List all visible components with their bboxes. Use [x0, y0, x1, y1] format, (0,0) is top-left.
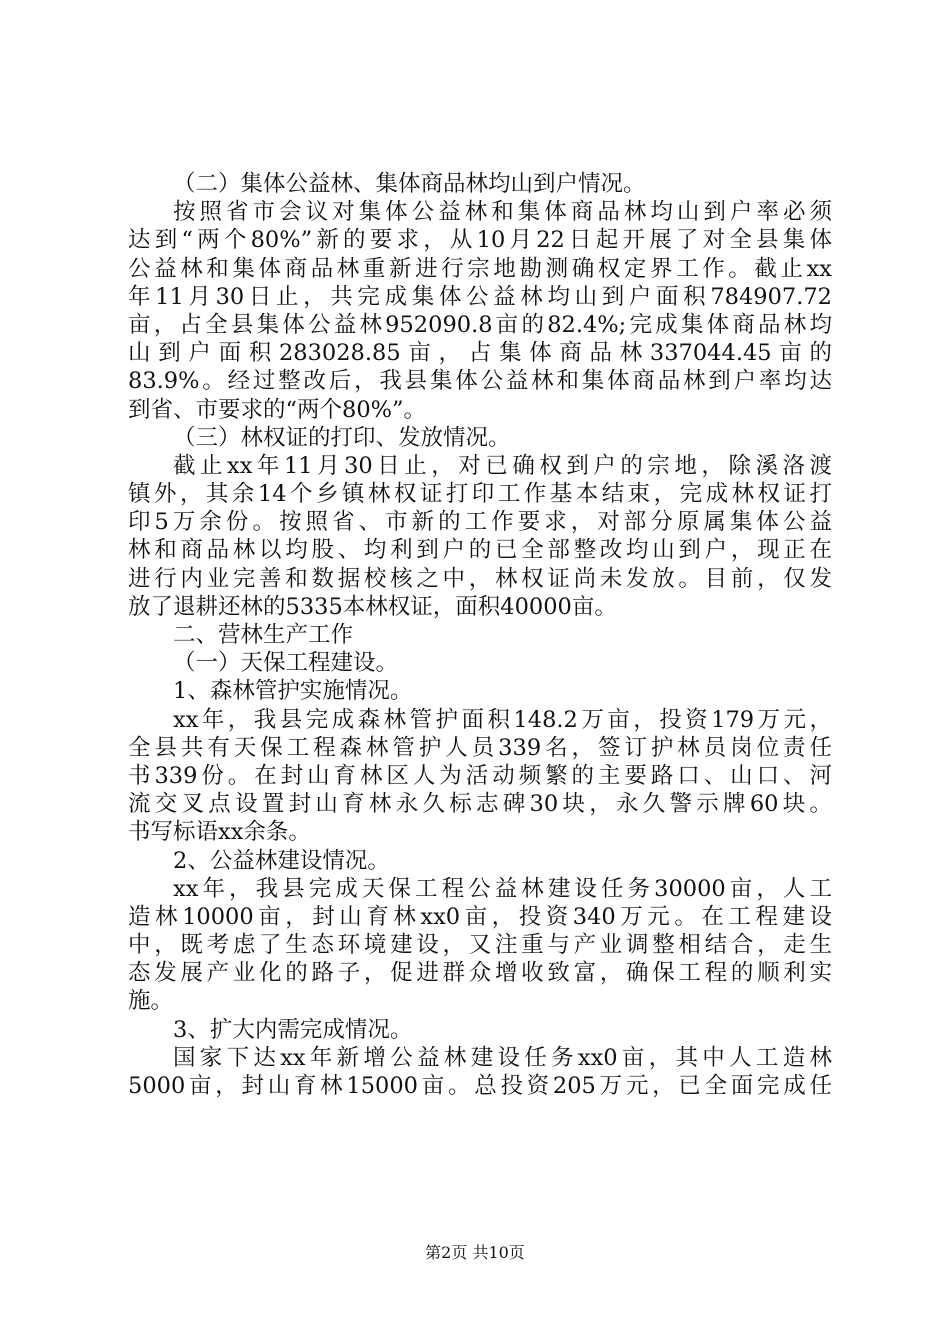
body-line: 公益林和集体商品林重新进行宗地勘测确权定界工作。截止xx [128, 255, 832, 282]
body-line: 亩，占全县集体公益林952090.8亩的82.4%;完成集体商品林均 [128, 311, 832, 338]
body-line: 施。 [128, 988, 174, 1015]
document-body [128, 170, 832, 1100]
body-line: 5000亩，封山育林15000亩。总投资205万元，已全面完成任 [128, 1073, 832, 1099]
body-line: 年11月30日止，共完成集体公益林均山到户面积784907.72 [128, 283, 832, 310]
body-line: 放了退耕还林的5335本林权证，面积40000亩。 [128, 593, 617, 620]
body-line: 截止xx年11月30日止，对已确权到户的宗地，除溪洛渡 [173, 452, 832, 479]
body-line: 进行内业完善和数据校核之中，林权证尚未发放。目前，仅发 [128, 565, 832, 592]
body-line: 达到“两个80%”新的要求，从10月22日起开展了对全县集体 [128, 227, 832, 254]
body-line: 造林10000亩，封山育林xx0亩，投资340万元。在工程建设 [128, 903, 832, 930]
section-heading: 二、营林生产工作 [173, 622, 354, 648]
page-footer [0, 1243, 950, 1263]
page-number: 第2页 共10页 [425, 1243, 525, 1262]
body-line: 83.9%。经过整改后，我县集体公益林和集体商品林到户率均达 [128, 368, 832, 395]
body-line: 全县共有天保工程森林管护人员339名，签订护林员岗位责任 [128, 734, 832, 761]
body-line: 态发展产业化的路子，促进群众增收致富，确保工程的顺利实 [128, 960, 832, 987]
body-line: 流交叉点设置封山育林永久标志碑30块，永久警示牌60块。 [128, 791, 832, 818]
body-line: xx年，我县完成天保工程公益林建设任务30000亩，人工 [173, 875, 832, 902]
section-heading: 3、扩大内需完成情况。 [173, 1016, 413, 1043]
section-heading: （一）天保工程建设。 [173, 650, 399, 677]
body-line: 中，既考虑了生态环境建设，又注重与产业调整相结合，走生 [128, 932, 832, 959]
body-line: 林和商品林以均股、均利到户的已全部整改均山到户，现正在 [128, 537, 832, 564]
body-line: 国家下达xx年新增公益林建设任务xx0亩，其中人工造林 [173, 1044, 832, 1071]
body-line: 书339份。在封山育林区人为活动频繁的主要路口、山口、河 [128, 762, 832, 789]
section-heading: （二）集体公益林、集体商品林均山到户情况。 [173, 171, 646, 197]
body-line: 山到户面积283028.85亩，占集体商品林337044.45亩的 [128, 340, 832, 367]
body-line: 书写标语xx余条。 [128, 819, 311, 846]
body-line: 到省、市要求的“两个80%”。 [128, 396, 427, 423]
body-line: 印5万余份。按照省、市新的工作要求，对部分原属集体公益 [128, 509, 832, 536]
section-heading: 1、森林管护实施情况。 [173, 678, 413, 705]
body-line: 按照省市会议对集体公益林和集体商品林均山到户率必须 [173, 199, 832, 226]
body-line: xx年，我县完成森林管护面积148.2万亩，投资179万元， [173, 706, 832, 733]
section-heading: （三）林权证的打印、发放情况。 [173, 424, 511, 451]
section-heading: 2、公益林建设情况。 [173, 847, 390, 874]
body-line: 镇外，其余14个乡镇林权证打印工作基本结束，完成林权证打 [128, 481, 832, 508]
